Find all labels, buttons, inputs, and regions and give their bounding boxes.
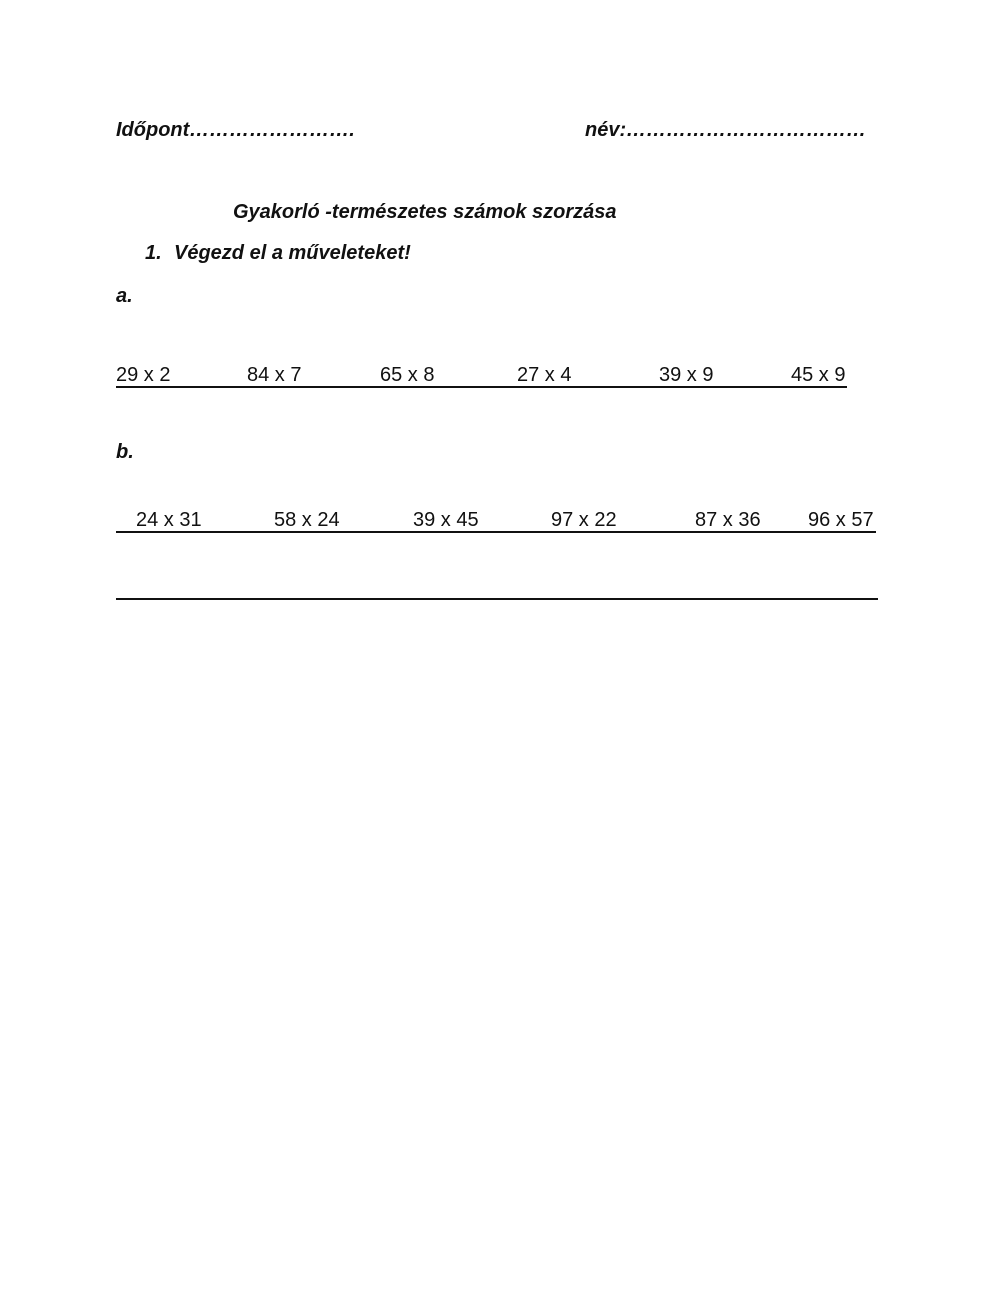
section-a-underline <box>116 386 847 388</box>
task-instruction: Végezd el a műveleteket! <box>174 242 411 264</box>
problem-b-3: 39 x 45 <box>413 509 479 531</box>
problem-a-6: 45 x 9 <box>791 364 846 386</box>
problem-a-1: 29 x 2 <box>116 364 171 386</box>
problem-b-2: 58 x 24 <box>274 509 340 531</box>
problem-b-1: 24 x 31 <box>136 509 202 531</box>
section-b-label: b. <box>116 441 134 463</box>
problem-b-4: 97 x 22 <box>551 509 617 531</box>
problem-a-5: 39 x 9 <box>659 364 714 386</box>
section-b-underline <box>116 531 876 533</box>
problem-a-4: 27 x 4 <box>517 364 572 386</box>
problem-a-2: 84 x 7 <box>247 364 302 386</box>
task-number: 1. <box>145 242 162 264</box>
date-label: Időpont……………………. <box>116 119 355 141</box>
problem-b-6: 96 x 57 <box>808 509 874 531</box>
worksheet-title: Gyakorló -természetes számok szorzása <box>233 201 617 223</box>
answer-line <box>116 598 878 600</box>
problem-a-3: 65 x 8 <box>380 364 435 386</box>
section-a-label: a. <box>116 285 133 307</box>
problem-b-5: 87 x 36 <box>695 509 761 531</box>
name-label: név:……………………………… <box>585 119 867 141</box>
